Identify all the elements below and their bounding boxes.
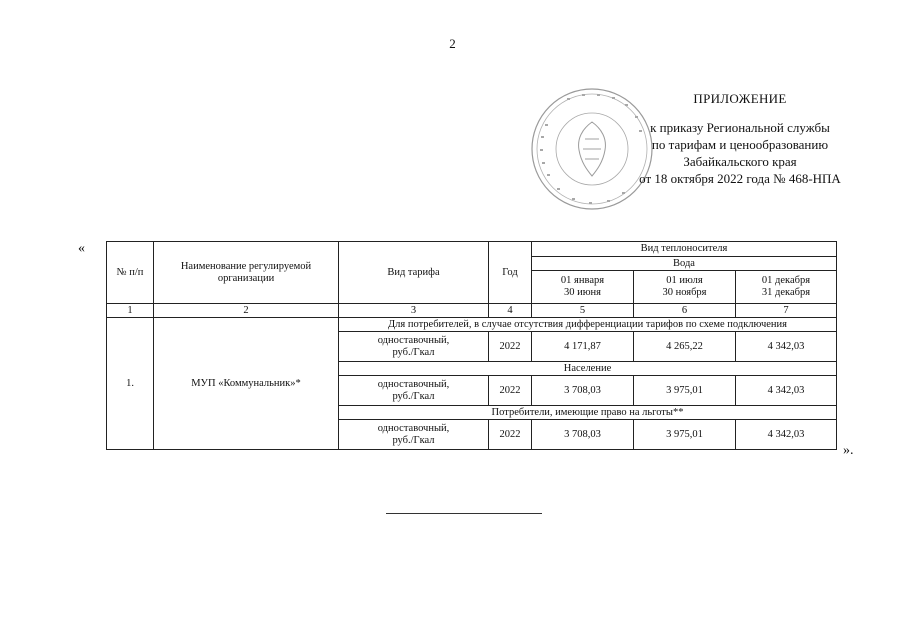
period-3-from: 01 декабря	[761, 275, 811, 286]
tariff-type-line1: одноставочный,	[377, 334, 450, 346]
value-cell: 3 975,01	[634, 376, 736, 406]
tariff-type-cell	[339, 420, 489, 450]
year-cell: 2022	[489, 376, 532, 406]
year-cell: 2022	[489, 332, 532, 362]
section-title-3: Потребители, имеющие право на льготы**	[339, 406, 837, 420]
opening-quote: «	[78, 241, 85, 256]
col-num-5: 5	[532, 304, 634, 318]
period-2-from: 01 июля	[666, 275, 703, 286]
tariff-type-line2: руб./Гкал	[392, 390, 435, 402]
tariff-type-line1: одноставочный,	[377, 422, 450, 434]
value-cell: 4 342,03	[736, 376, 837, 406]
col-num-4: 4	[489, 304, 532, 318]
value-cell: 4 342,03	[736, 420, 837, 450]
tariff-type-line1: одноставочный,	[377, 378, 450, 390]
footer-divider	[386, 513, 542, 514]
value-cell: 4 265,22	[634, 332, 736, 362]
organization-name: МУП «Коммунальник»*	[154, 318, 339, 450]
header-period-2	[634, 271, 736, 304]
value-cell: 3 708,03	[532, 376, 634, 406]
value-cell: 3 708,03	[532, 420, 634, 450]
appendix-line-4: от 18 октября 2022 года № 468-НПА	[639, 171, 841, 186]
section-title-2: Население	[339, 362, 837, 376]
header-period-3	[736, 271, 837, 304]
period-3-to: 31 декабря	[761, 287, 811, 298]
row-number: 1.	[107, 318, 154, 450]
appendix-line-3: Забайкальского края	[683, 154, 797, 169]
col-num-1: 1	[107, 304, 154, 318]
tariff-type-cell	[339, 376, 489, 406]
appendix-line-2: по тарифам и ценообразованию	[651, 137, 829, 152]
period-1-to: 30 июня	[563, 287, 602, 298]
period-2-to: 30 ноября	[662, 287, 707, 298]
period-1-from: 01 января	[560, 275, 605, 286]
appendix-line-1: к приказу Региональной службы	[650, 120, 830, 135]
appendix-header	[600, 90, 880, 187]
value-cell: 3 975,01	[634, 420, 736, 450]
tariff-table	[106, 241, 837, 450]
value-cell: 4 342,03	[736, 332, 837, 362]
appendix-title: ПРИЛОЖЕНИЕ	[693, 91, 787, 106]
tariff-type-line2: руб./Гкал	[392, 434, 435, 446]
value-cell: 4 171,87	[532, 332, 634, 362]
header-period-1	[532, 271, 634, 304]
header-year: Год	[489, 242, 532, 304]
header-water: Вода	[532, 257, 837, 271]
col-num-3: 3	[339, 304, 489, 318]
header-tariff-type: Вид тарифа	[339, 242, 489, 304]
header-carrier: Вид теплоносителя	[532, 242, 837, 257]
section-row-1	[107, 318, 837, 332]
closing-quote: ».	[843, 443, 854, 458]
col-num-2: 2	[154, 304, 339, 318]
year-cell: 2022	[489, 420, 532, 450]
column-number-row	[107, 304, 837, 318]
tariff-type-line2: руб./Гкал	[392, 346, 435, 358]
header-organization: Наименование регулируемой организации	[154, 242, 339, 304]
col-num-6: 6	[634, 304, 736, 318]
section-title-1: Для потребителей, в случае отсутствия дифференциации тарифов по схеме подключения	[339, 318, 837, 332]
tariff-type-cell	[339, 332, 489, 362]
col-num-7: 7	[736, 304, 837, 318]
page-number: 2	[449, 36, 456, 51]
header-num: № п/п	[107, 242, 154, 304]
